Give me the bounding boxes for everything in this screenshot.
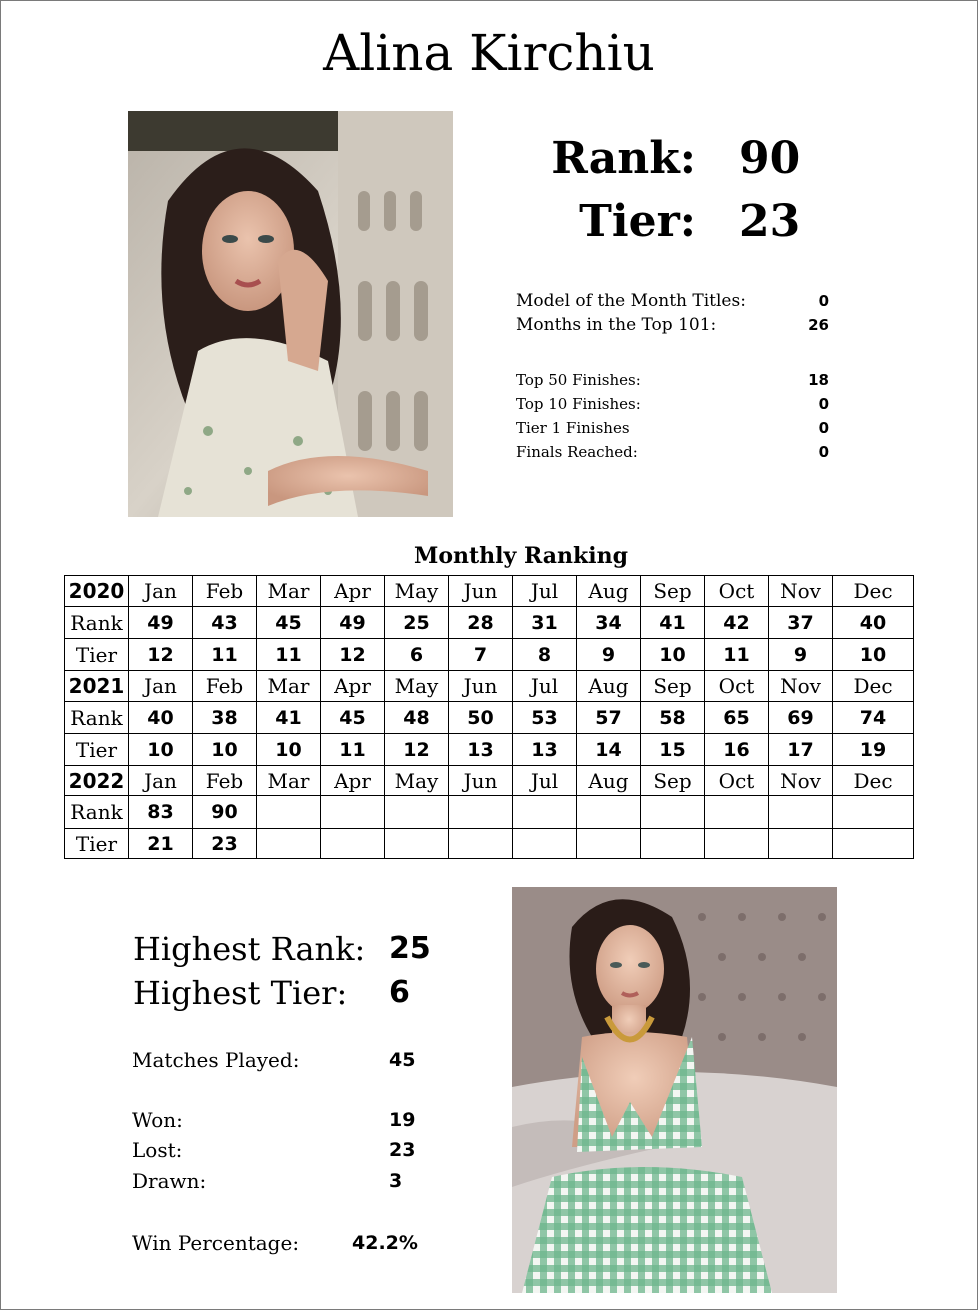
stat-value: 18 — [808, 371, 829, 389]
tier-value-cell: 12 — [321, 639, 385, 671]
won-label: Won: — [132, 1108, 183, 1132]
tier-value-cell: 11 — [193, 639, 257, 671]
month-header-cell: Sep — [641, 576, 705, 607]
stat-label: Months in the Top 101: — [516, 315, 717, 335]
stat-value: 0 — [818, 292, 829, 310]
tier-value-cell — [513, 829, 577, 859]
tier-row-label: Tier — [65, 829, 129, 859]
rank-row — [65, 702, 914, 734]
month-header-cell: Dec — [833, 576, 914, 607]
stat-finals-reached — [516, 440, 829, 464]
monthly-ranking-table — [64, 575, 914, 859]
highest-rank-label: Highest Rank: — [133, 930, 366, 968]
portrait-photo-bottom — [512, 887, 837, 1293]
rank-value-cell: 38 — [193, 702, 257, 734]
rank-value-cell: 43 — [193, 607, 257, 639]
lost-label: Lost: — [132, 1138, 183, 1162]
tier-label: Tier: — [579, 196, 696, 247]
stat-label: Finals Reached: — [516, 443, 638, 461]
month-header-cell: Apr — [321, 766, 385, 796]
tier-value-cell: 12 — [385, 734, 449, 766]
stat-top-50-finishes — [516, 368, 829, 392]
year-cell: 2022 — [65, 766, 129, 796]
year-header-row — [65, 766, 914, 796]
tier-value-cell: 15 — [641, 734, 705, 766]
rank-value-cell: 83 — [129, 796, 193, 829]
month-header-cell: Aug — [577, 671, 641, 702]
win-percentage-label: Win Percentage: — [132, 1231, 300, 1255]
won-value: 19 — [389, 1109, 416, 1131]
tier-row — [65, 829, 914, 859]
tier-value-cell: 10 — [257, 734, 321, 766]
month-header-cell: Jul — [513, 671, 577, 702]
tier-value: 23 — [739, 196, 801, 247]
rank-value: 90 — [739, 133, 801, 184]
month-header-cell: Mar — [257, 671, 321, 702]
month-header-cell: Jul — [513, 576, 577, 607]
highest-rank-value: 25 — [389, 931, 431, 966]
rank-value-cell: 49 — [129, 607, 193, 639]
drawn-label: Drawn: — [132, 1169, 207, 1193]
year-cell: 2020 — [65, 576, 129, 607]
tier-value-cell — [769, 829, 833, 859]
rank-value-cell: 53 — [513, 702, 577, 734]
tier-value-cell: 21 — [129, 829, 193, 859]
rank-value-cell: 40 — [833, 607, 914, 639]
tier-value-cell — [257, 829, 321, 859]
tier-value-cell: 6 — [385, 639, 449, 671]
rank-value-cell — [385, 796, 449, 829]
page-title: Alina Kirchiu — [323, 24, 655, 82]
rank-value-cell: 48 — [385, 702, 449, 734]
rank-row-label: Rank — [65, 607, 129, 639]
month-header-cell: Nov — [769, 576, 833, 607]
month-header-cell: Jan — [129, 576, 193, 607]
month-header-cell: Oct — [705, 671, 769, 702]
rank-value-cell — [577, 796, 641, 829]
drawn-value: 3 — [389, 1170, 403, 1192]
tier-value-cell: 7 — [449, 639, 513, 671]
tier-value-cell: 8 — [513, 639, 577, 671]
month-header-cell: Oct — [705, 766, 769, 796]
tier-value-cell — [705, 829, 769, 859]
rank-value-cell — [833, 796, 914, 829]
tier-value-cell: 14 — [577, 734, 641, 766]
rank-row — [65, 607, 914, 639]
month-header-cell: Jan — [129, 671, 193, 702]
rank-row-label: Rank — [65, 702, 129, 734]
month-header-cell: Mar — [257, 576, 321, 607]
month-header-cell: Nov — [769, 766, 833, 796]
rank-value-cell: 90 — [193, 796, 257, 829]
rank-value-cell: 45 — [257, 607, 321, 639]
rank-value-cell: 41 — [641, 607, 705, 639]
tier-value-cell: 17 — [769, 734, 833, 766]
rank-value-cell: 65 — [705, 702, 769, 734]
month-header-cell: Feb — [193, 766, 257, 796]
month-header-cell: Jun — [449, 576, 513, 607]
rank-value-cell: 34 — [577, 607, 641, 639]
stat-top-10-finishes — [516, 392, 829, 416]
month-header-cell: Apr — [321, 671, 385, 702]
year-header-row — [65, 576, 914, 607]
stat-months-in-top-101 — [516, 313, 829, 337]
stat-label: Model of the Month Titles: — [516, 291, 746, 311]
tier-value-cell: 11 — [321, 734, 385, 766]
tier-row — [65, 639, 914, 671]
stat-label: Tier 1 Finishes — [516, 419, 630, 437]
tier-value-cell: 13 — [449, 734, 513, 766]
rank-value-cell: 41 — [257, 702, 321, 734]
tier-value-cell: 9 — [577, 639, 641, 671]
rank-value-cell: 42 — [705, 607, 769, 639]
month-header-cell: Mar — [257, 766, 321, 796]
rank-value-cell: 31 — [513, 607, 577, 639]
month-header-cell: Jan — [129, 766, 193, 796]
tier-value-cell: 12 — [129, 639, 193, 671]
tier-value-cell: 10 — [833, 639, 914, 671]
tier-value-cell: 13 — [513, 734, 577, 766]
year-header-row — [65, 671, 914, 702]
rank-value-cell: 25 — [385, 607, 449, 639]
tier-row-label: Tier — [65, 639, 129, 671]
rank-value-cell: 28 — [449, 607, 513, 639]
tier-value-cell: 10 — [129, 734, 193, 766]
month-header-cell: Aug — [577, 766, 641, 796]
rank-value-cell — [321, 796, 385, 829]
tier-value-cell: 10 — [641, 639, 705, 671]
tier-value-cell: 23 — [193, 829, 257, 859]
month-header-cell: Jul — [513, 766, 577, 796]
rank-value-cell — [641, 796, 705, 829]
month-header-cell: Sep — [641, 766, 705, 796]
matches-played-label: Matches Played: — [132, 1048, 300, 1072]
rank-value-cell: 37 — [769, 607, 833, 639]
tier-value-cell — [641, 829, 705, 859]
month-header-cell: Dec — [833, 671, 914, 702]
month-header-cell: Apr — [321, 576, 385, 607]
rank-value-cell: 69 — [769, 702, 833, 734]
stat-label: Top 10 Finishes: — [516, 395, 641, 413]
rank-value-cell — [769, 796, 833, 829]
win-percentage-value: 42.2% — [352, 1232, 418, 1254]
month-header-cell: May — [385, 576, 449, 607]
rank-value-cell: 74 — [833, 702, 914, 734]
rank-value-cell — [449, 796, 513, 829]
month-header-cell: May — [385, 766, 449, 796]
tier-value-cell: 10 — [193, 734, 257, 766]
highest-tier-value: 6 — [389, 975, 410, 1010]
rank-value-cell: 57 — [577, 702, 641, 734]
stat-value: 0 — [818, 443, 829, 461]
rank-label: Rank: — [551, 133, 696, 184]
tier-value-cell: 11 — [257, 639, 321, 671]
tier-value-cell: 19 — [833, 734, 914, 766]
portrait-photo-top — [128, 111, 453, 517]
rank-value-cell: 58 — [641, 702, 705, 734]
rank-value-cell — [705, 796, 769, 829]
tier-value-cell: 9 — [769, 639, 833, 671]
tier-value-cell — [385, 829, 449, 859]
tier-value-cell — [833, 829, 914, 859]
tier-value-cell — [449, 829, 513, 859]
month-header-cell: Jun — [449, 766, 513, 796]
month-header-cell: Jun — [449, 671, 513, 702]
rank-value-cell: 50 — [449, 702, 513, 734]
highest-tier-label: Highest Tier: — [133, 974, 348, 1012]
stat-value: 26 — [808, 316, 829, 334]
stat-value: 0 — [818, 395, 829, 413]
year-cell: 2021 — [65, 671, 129, 702]
stat-label: Top 50 Finishes: — [516, 371, 641, 389]
tier-value-cell — [321, 829, 385, 859]
month-header-cell: Nov — [769, 671, 833, 702]
monthly-ranking-title: Monthly Ranking — [414, 543, 628, 569]
month-header-cell: Sep — [641, 671, 705, 702]
tier-row — [65, 734, 914, 766]
stat-model-of-month-titles — [516, 289, 829, 313]
lost-value: 23 — [389, 1139, 416, 1161]
tier-row-label: Tier — [65, 734, 129, 766]
month-header-cell: Aug — [577, 576, 641, 607]
month-header-cell: Feb — [193, 576, 257, 607]
stat-value: 0 — [818, 419, 829, 437]
rank-value-cell — [257, 796, 321, 829]
rank-row — [65, 796, 914, 829]
rank-row-label: Rank — [65, 796, 129, 829]
rank-value-cell: 45 — [321, 702, 385, 734]
tier-value-cell: 11 — [705, 639, 769, 671]
month-header-cell: Feb — [193, 671, 257, 702]
tier-value-cell — [577, 829, 641, 859]
month-header-cell: May — [385, 671, 449, 702]
month-header-cell: Dec — [833, 766, 914, 796]
rank-value-cell: 49 — [321, 607, 385, 639]
month-header-cell: Oct — [705, 576, 769, 607]
rank-value-cell — [513, 796, 577, 829]
rank-value-cell: 40 — [129, 702, 193, 734]
tier-value-cell: 16 — [705, 734, 769, 766]
stat-tier-1-finishes — [516, 416, 829, 440]
matches-played-value: 45 — [389, 1049, 416, 1071]
